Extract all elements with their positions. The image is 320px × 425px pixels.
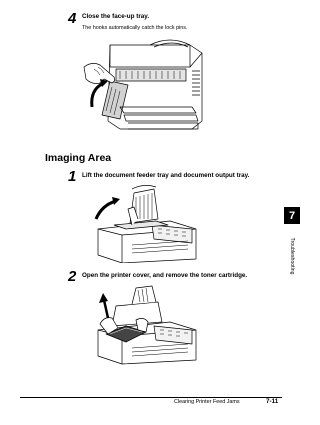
step-1-number: 1	[68, 168, 77, 185]
footer-rule	[20, 397, 282, 398]
step-2-number: 2	[68, 268, 77, 285]
lift-document-feeder-tray-illustration	[92, 185, 198, 263]
step-2-title: Open the printer cover, and remove the toner cartridge.	[82, 272, 248, 279]
remove-toner-cartridge-illustration	[92, 284, 198, 366]
close-face-up-tray-illustration	[80, 37, 205, 139]
page-number: 7-11	[266, 398, 279, 405]
section-title-imaging-area: Imaging Area	[45, 152, 112, 164]
chapter-label	[284, 231, 300, 281]
step-1-title: Lift the document feeder tray and document output tray.	[82, 172, 250, 179]
step-4-title: Close the face-up tray.	[82, 13, 150, 20]
step-4-number: 4	[68, 10, 77, 27]
chapter-label-text: Troubleshooting	[289, 237, 295, 275]
chapter-number-tab: 7	[284, 207, 300, 224]
footer-title: Clearing Printer Feed Jams	[174, 399, 240, 405]
step-4-description: The hooks automatically catch the lock pins.	[82, 25, 188, 31]
